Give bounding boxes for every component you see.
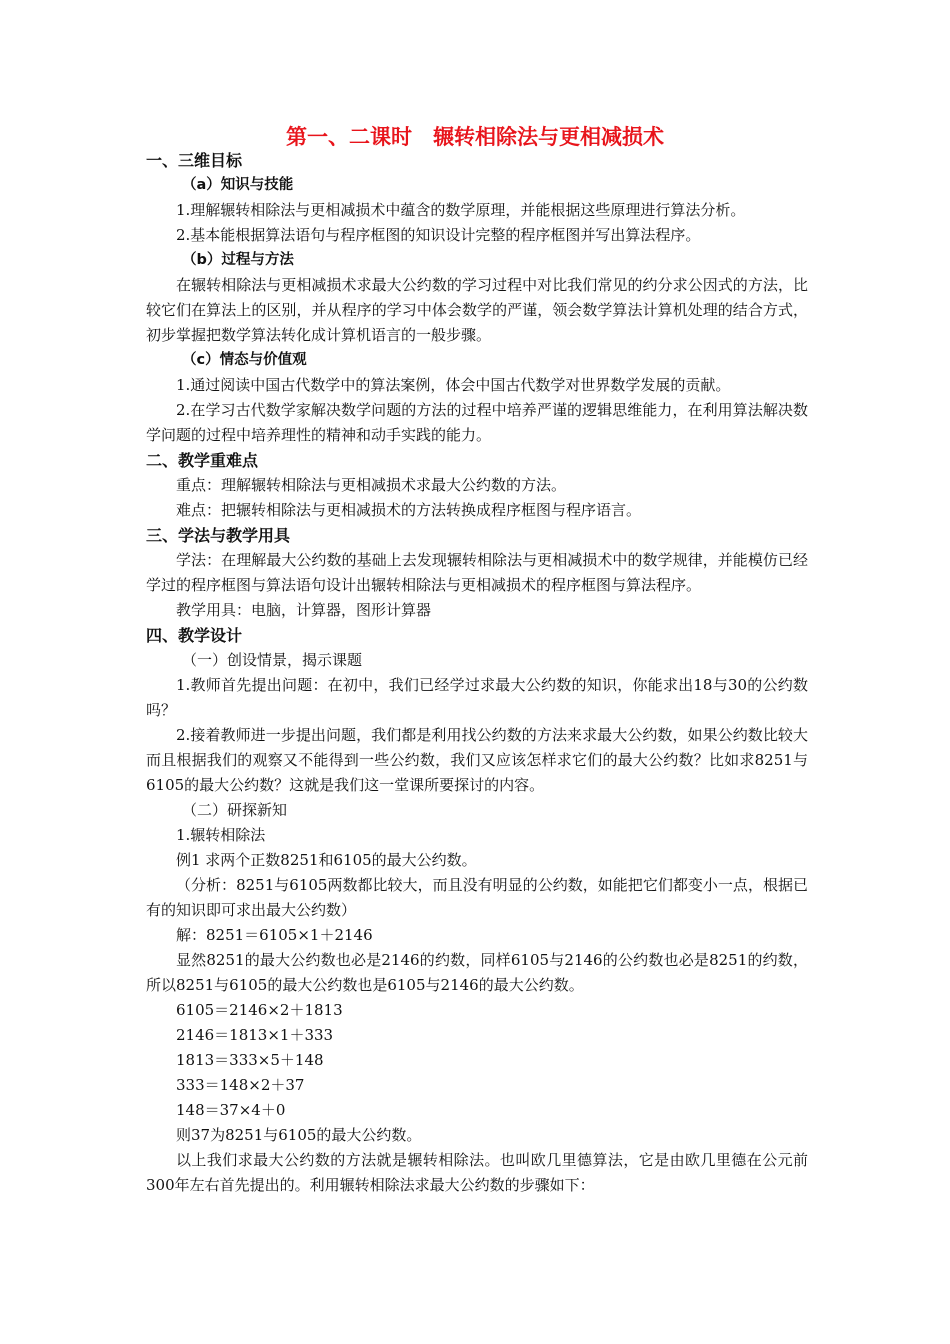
equation-line: 1813＝333×5＋148: [176, 1051, 324, 1069]
subheading-attitude-values: （c）情态与价值观: [182, 352, 307, 368]
equation-line: 2146＝1813×1＋333: [176, 1026, 334, 1044]
section-heading-methods-tools: 三、学法与教学用具: [146, 526, 291, 545]
paragraph: 难点：把辗转相除法与更相减损术的方法转换成程序框图与程序语言。: [176, 501, 642, 519]
paragraph: 1.理解辗转相除法与更相减损术中蕴含的数学原理，并能根据这些原理进行算法分析。: [176, 201, 746, 219]
paragraph: 2.接着教师进一步提出问题，我们都是利用找公约数的方法来求最大公约数，如果公约数比较大而且根据我们的观察又不能得到一些公约数，我们又应该怎样求它们的最大公约数？比如求8251与6105的最大公约数？这就是我们这一堂课所要探讨的内容。: [146, 726, 808, 794]
paragraph: 2.基本能根据算法语句与程序框图的知识设计完整的程序框图并写出算法程序。: [176, 226, 701, 244]
paragraph: 则37为8251与6105的最大公约数。: [176, 1126, 422, 1144]
paragraph: 以上我们求最大公约数的方法就是辗转相除法。也叫欧几里德算法，它是由欧几里德在公元前300年左右首先提出的。利用辗转相除法求最大公约数的步骤如下：: [146, 1151, 808, 1194]
paragraph: 显然8251的最大公约数也必是2146的约数，同样6105与2146的公约数也必是8251的约数，所以8251与6105的最大公约数也是6105与2146的最大公约数。: [146, 951, 808, 994]
subheading-process-method: （b）过程与方法: [182, 252, 294, 268]
subheading-create-scenario: （一）创设情景，揭示课题: [182, 651, 363, 669]
section-heading-goals: 一、三维目标: [146, 151, 243, 170]
paragraph: 1.教师首先提出问题：在初中，我们已经学过求最大公约数的知识，你能求出18与30的公约数吗？: [146, 676, 808, 719]
paragraph: 解：8251＝6105×1＋2146: [176, 926, 373, 944]
section-heading-teaching-design: 四、教学设计: [146, 626, 243, 645]
equation-line: 6105＝2146×2＋1813: [176, 1001, 343, 1019]
paragraph: 学法：在理解最大公约数的基础上去发现辗转相除法与更相减损术中的数学规律，并能模仿已经学过的程序框图与算法语句设计出辗转相除法与更相减损术的程序框图与算法程序。: [146, 551, 808, 594]
section-heading-key-points: 二、教学重难点: [146, 451, 259, 470]
paragraph: 教学用具：电脑，计算器，图形计算器: [176, 601, 432, 619]
paragraph: 在辗转相除法与更相减损术求最大公约数的学习过程中对比我们常见的约分求公因式的方法，比较它们在算法上的区别，并从程序的学习中体会数学的严谨，领会数学算法计算机处理的结合方式，初步掌握把数学算法转化成计算机语言的一般步骤。: [146, 276, 808, 344]
subheading-knowledge-skills: （a）知识与技能: [182, 177, 294, 193]
equation-line: 333＝148×2＋37: [176, 1076, 305, 1094]
paragraph: 重点：理解辗转相除法与更相减损术求最大公约数的方法。: [176, 476, 567, 494]
paragraph: 例1 求两个正数8251和6105的最大公约数。: [176, 851, 477, 869]
paragraph: 1.辗转相除法: [176, 826, 266, 844]
paragraph: 2.在学习古代数学家解决数学问题的方法的过程中培养严谨的逻辑思维能力，在利用算法解决数学问题的过程中培养理性的精神和动手实践的能力。: [146, 401, 808, 444]
paragraph: （分析：8251与6105两数都比较大，而且没有明显的公约数，如能把它们都变小一点，根据已有的知识即可求出最大公约数）: [146, 876, 808, 919]
equation-line: 148＝37×4＋0: [176, 1101, 286, 1119]
page-title: 第一、二课时 辗转相除法与更相减损术: [286, 125, 664, 149]
subheading-explore-new: （二）研探新知: [182, 801, 288, 819]
paragraph: 1.通过阅读中国古代数学中的算法案例，体会中国古代数学对世界数学发展的贡献。: [176, 376, 731, 394]
document-body: [146, 148, 808, 1198]
